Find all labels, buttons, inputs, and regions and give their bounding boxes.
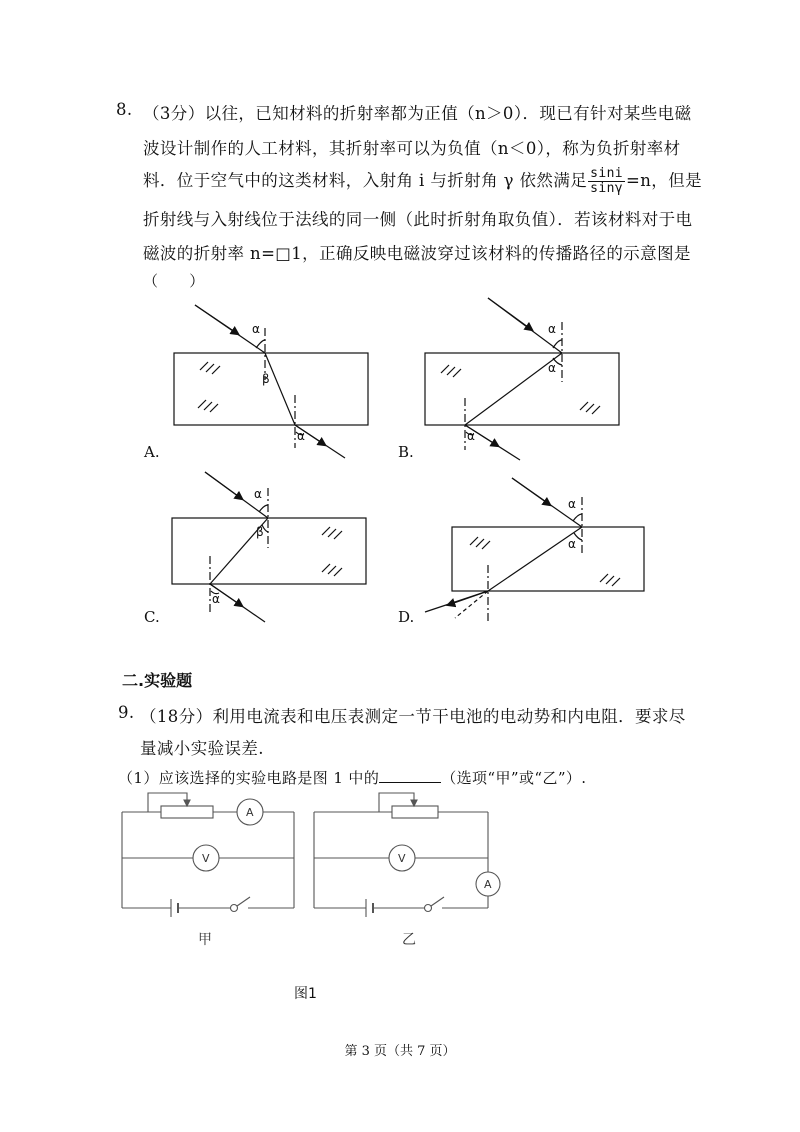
option-b-label[interactable]: B. xyxy=(398,443,414,461)
voltmeter-right-label: V xyxy=(398,852,406,865)
ammeter-right-label: A xyxy=(484,878,492,891)
q8-answer-paren: （ ） xyxy=(143,272,205,290)
circuit-label-jia: 甲 xyxy=(198,932,212,948)
q8-line5: 磁波的折射率 n=□1，正确反映电磁波穿过该材料的传播路径的示意图是 xyxy=(143,244,691,263)
fraction-denominator: sinγ xyxy=(590,181,624,196)
q9-sub1-pre: （1）应该选择的实验电路是图 1 中的 xyxy=(118,769,380,787)
alpha-label-c2: α xyxy=(212,592,220,606)
q9-line1: （18分）利用电流表和电压表测定一节干电池的电动势和内电阻．要求尽 xyxy=(140,707,686,726)
alpha-label-a1: α xyxy=(252,322,260,336)
option-a-label[interactable]: A. xyxy=(144,443,160,461)
ammeter-right xyxy=(476,872,500,896)
figure-caption: 图1 xyxy=(294,986,317,1002)
rheostat-right xyxy=(392,806,438,818)
figure-d xyxy=(425,478,644,622)
voltmeter-left xyxy=(193,845,219,871)
circuit-left xyxy=(122,793,294,917)
alpha-label-b1: α xyxy=(548,322,556,336)
figure-a xyxy=(174,305,368,458)
option-d-label[interactable]: D. xyxy=(398,608,415,626)
slab-b xyxy=(425,353,619,425)
beta-label-c: β xyxy=(256,525,264,539)
section-title: 二.实验题 xyxy=(122,671,193,690)
slab-d xyxy=(452,527,644,591)
slab-a xyxy=(174,353,368,425)
alpha-label-d1: α xyxy=(568,497,576,511)
figure-b xyxy=(425,298,619,460)
ammeter-left-label: A xyxy=(246,806,254,819)
q9-number: 9. xyxy=(118,703,135,722)
circuit-label-yi: 乙 xyxy=(402,932,416,948)
slab-c xyxy=(172,518,366,584)
beta-label-a: β xyxy=(262,372,270,386)
alpha-label-a2: α xyxy=(297,429,305,443)
q9-sub1-post: （选项“甲”或“乙”）. xyxy=(441,769,587,787)
alpha-label-d2: α xyxy=(568,537,576,551)
rheostat-left xyxy=(161,806,213,818)
alpha-label-b3: α xyxy=(467,429,475,443)
circuit-right xyxy=(314,793,500,917)
q9-line2: 量减小实验误差. xyxy=(140,739,264,758)
alpha-label-c1: α xyxy=(254,487,262,501)
q8-line3-pre: 料．位于空气中的这类材料，入射角 i 与折射角 γ 依然满足 xyxy=(143,171,588,190)
q8-line1: （3分）以往，已知材料的折射率都为正值（n＞0）．现已有针对某些电磁 xyxy=(143,104,692,123)
fraction-numerator: sini xyxy=(590,166,624,181)
q9-sub1 xyxy=(118,767,586,788)
page-footer: 第 3 页（共 7 页） xyxy=(344,1044,456,1059)
q8-line3-post: =n，但是 xyxy=(626,171,702,190)
q8-line2: 波设计制作的人工材料，其折射率可以为负值（n＜0），称为负折射率材 xyxy=(143,139,681,158)
alpha-label-b2: α xyxy=(548,361,556,375)
ammeter-left xyxy=(237,799,263,825)
figure-c xyxy=(172,472,366,622)
q8-line4: 折射线与入射线位于法线的同一侧（此时折射角取负值）．若该材料对于电 xyxy=(143,210,693,229)
voltmeter-left-label: V xyxy=(202,852,210,865)
q8-number: 8. xyxy=(116,100,133,119)
voltmeter-right xyxy=(389,845,415,871)
option-c-label[interactable]: C. xyxy=(144,608,160,626)
answer-blank[interactable] xyxy=(379,768,441,783)
